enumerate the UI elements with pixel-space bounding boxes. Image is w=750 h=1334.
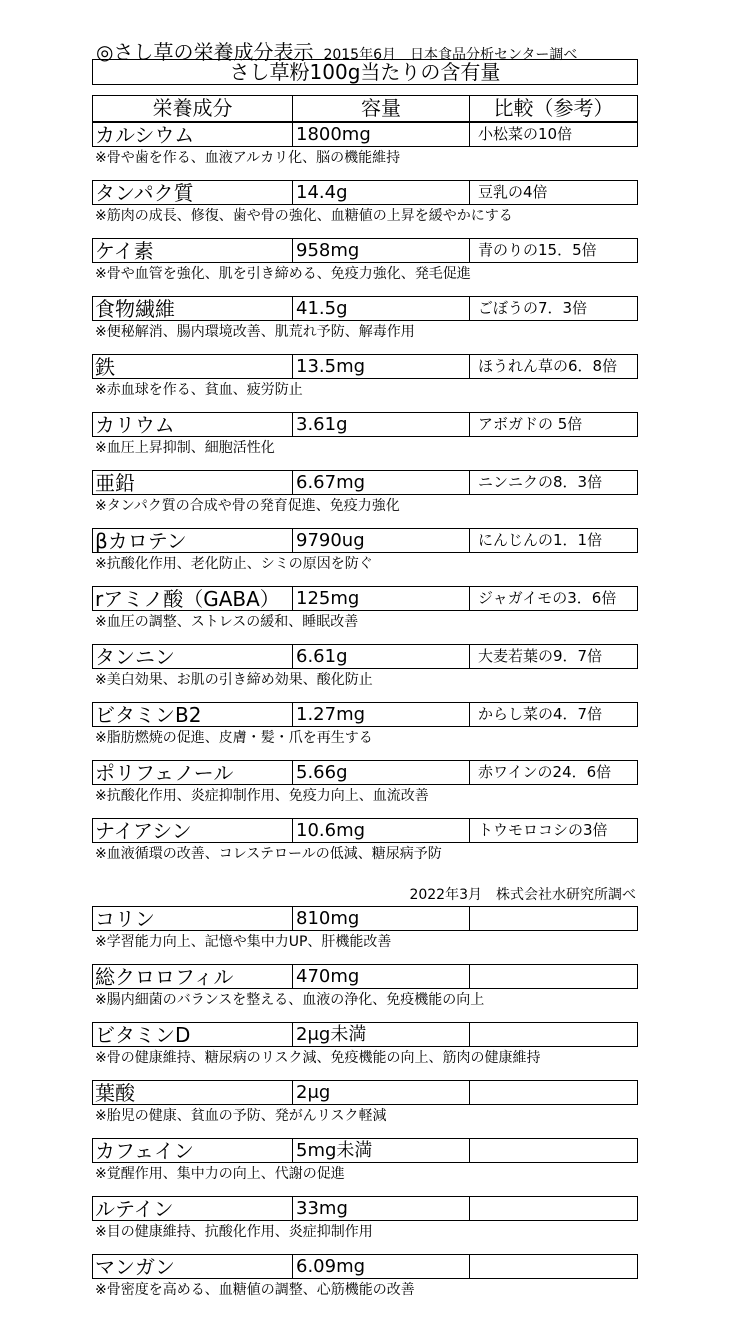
nutrient-note: ※骨密度を高める、血糖値の調整、心筋機能の改善 [95,1282,415,1298]
nutrient-name: 食物繊維 [93,297,293,320]
table-row [92,644,638,669]
nutrient-name: コリン [93,907,293,930]
header-compare: 比較（参考） [493,96,614,120]
nutrient-name: ナイアシン [93,819,293,842]
nutrient-compare: ごぼうの7．3倍 [478,299,588,317]
nutrient-amount: 125mg [293,587,470,610]
nutrient-name: rアミノ酸（GABA） [93,587,293,610]
title-text: ◎さし草の栄養成分表示 [96,40,314,64]
table-row [92,906,638,931]
nutrient-note: ※腸内細菌のバランスを整える、血液の浄化、免疫機能の向上 [95,992,485,1008]
table-row [92,354,638,379]
table-row [92,1138,638,1163]
nutrient-note: ※学習能力向上、記憶や集中力UP、肝機能改善 [95,934,392,950]
source-label-2022: 2022年3月 株式会社水研究所調べ [409,887,636,903]
table-row [92,238,638,263]
nutrient-name: カフェイン [93,1139,293,1162]
nutrient-compare [470,1081,637,1104]
nutrient-note: ※胎児の健康、貧血の予防、発がんリスク軽減 [95,1108,387,1124]
table-row [92,470,638,495]
nutrient-note: ※骨や歯を作る、血液アルカリ化、脳の機能維持 [95,150,401,166]
nutrient-name: βカロテン [93,529,293,552]
nutrient-name: ケイ素 [93,239,293,262]
nutrient-amount: 14.4g [293,181,470,204]
table-row [92,1254,638,1279]
nutrient-amount: 470mg [293,965,470,988]
table-row [92,818,638,843]
nutrient-note: ※筋肉の成長、修復、歯や骨の強化、血糖値の上昇を緩やかにする [95,208,513,224]
nutrient-compare: 赤ワインの24．6倍 [478,763,612,781]
nutrient-name: タンパク質 [93,181,293,204]
nutrient-note: ※血液循環の改善、コレステロールの低減、糖尿病予防 [95,846,442,862]
nutrient-name: 鉄 [93,355,293,378]
nutrient-amount: 41.5g [293,297,470,320]
table-row [92,1196,638,1221]
table-row [92,412,638,437]
subtitle-box: さし草粉100g当たりの含有量 [92,59,638,85]
nutrient-note: ※骨や血管を強化、肌を引き締める、免疫力強化、発毛促進 [95,266,471,282]
nutrient-note: ※抗酸化作用、炎症抑制作用、免疫力向上、血流改善 [95,788,429,804]
table-row [92,1080,638,1105]
nutrient-name: ビタミンB2 [93,703,293,726]
nutrient-amount: 5.66g [293,761,470,784]
nutrient-amount: 1.27mg [293,703,470,726]
nutrient-name: 亜鉛 [93,471,293,494]
nutrient-name: ポリフェノール [93,761,293,784]
table-row [92,122,638,147]
nutrient-note: ※タンパク質の合成や骨の発育促進、免疫力強化 [95,498,400,514]
nutrient-note: ※血圧上昇抑制、細胞活性化 [95,440,275,456]
nutrient-name: ビタミンD [93,1023,293,1046]
nutrient-note: ※脂肪燃焼の促進、皮膚・髪・爪を再生する [95,730,373,746]
nutrient-note: ※抗酸化作用、老化防止、シミの原因を防ぐ [95,556,373,572]
nutrient-amount: 2μg [293,1081,470,1104]
nutrient-compare [470,907,637,930]
nutrient-compare: ジャガイモの3．6倍 [478,589,617,607]
nutrient-compare [470,1255,637,1278]
nutrient-amount: 2μg未満 [293,1023,470,1046]
nutrient-amount: 3.61g [293,413,470,436]
nutrient-amount: 5mg未満 [293,1139,470,1162]
nutrient-name: マンガン [93,1255,293,1278]
nutrient-compare [470,1139,637,1162]
nutrient-compare: ニンニクの8．3倍 [478,473,603,491]
table-row [92,586,638,611]
nutrient-compare: 青のりの15．5倍 [478,241,597,259]
nutrient-compare [470,1197,637,1220]
nutrient-amount: 6.09mg [293,1255,470,1278]
nutrient-note: ※覚醒作用、集中力の向上、代謝の促進 [95,1166,345,1182]
nutrient-note: ※目の健康維持、抗酸化作用、炎症抑制作用 [95,1224,373,1240]
nutrient-amount: 9790ug [293,529,470,552]
nutrient-compare: からし菜の4．7倍 [478,705,603,723]
nutrient-amount: 6.67mg [293,471,470,494]
table-row [92,1022,638,1047]
nutrient-name: ルテイン [93,1197,293,1220]
nutrient-compare [470,1023,637,1046]
nutrient-compare: アボガドの 5倍 [478,415,583,433]
nutrient-compare: 大麦若葉の9．7倍 [478,647,603,665]
nutrient-note: ※血圧の調整、ストレスの緩和、睡眠改善 [95,614,359,630]
table-row [92,964,638,989]
nutrient-compare: トウモロコシの3倍 [478,821,608,839]
header-amount: 容量 [293,96,470,121]
table-row [92,702,638,727]
table-row [92,180,638,205]
nutrient-amount: 33mg [293,1197,470,1220]
table-row [92,296,638,321]
nutrient-amount: 958mg [293,239,470,262]
nutrient-name: 葉酸 [93,1081,293,1104]
nutrient-note: ※赤血球を作る、貧血、疲労防止 [95,382,303,398]
table-row [92,760,638,785]
nutrient-name: カリウム [93,413,293,436]
source-label-2015: 2015年6月 日本食品分析センター調べ [323,47,578,63]
nutrient-compare: 豆乳の4倍 [478,183,548,201]
nutrient-compare: 小松菜の10倍 [478,125,573,143]
nutrient-compare: にんじんの1．1倍 [478,531,603,549]
nutrient-amount: 6.61g [293,645,470,668]
nutrient-note: ※骨の健康維持、糖尿病のリスク減、免疫機能の向上、筋肉の健康維持 [95,1050,541,1066]
nutrient-name: タンニン [93,645,293,668]
nutrient-note: ※便秘解消、腸内環境改善、肌荒れ予防、解毒作用 [95,324,415,340]
nutrient-compare: ほうれん草の6．8倍 [478,357,618,375]
nutrient-amount: 810mg [293,907,470,930]
nutrient-name: カルシウム [93,123,293,146]
nutrient-amount: 10.6mg [293,819,470,842]
nutrient-amount: 13.5mg [293,355,470,378]
table-header [92,95,638,122]
nutrient-name: 総クロロフィル [93,965,293,988]
nutrient-amount: 1800mg [293,123,470,146]
nutrient-compare [470,965,637,988]
nutrient-note: ※美白効果、お肌の引き締め効果、酸化防止 [95,672,373,688]
header-nutrient: 栄養成分 [93,96,293,121]
table-row [92,528,638,553]
